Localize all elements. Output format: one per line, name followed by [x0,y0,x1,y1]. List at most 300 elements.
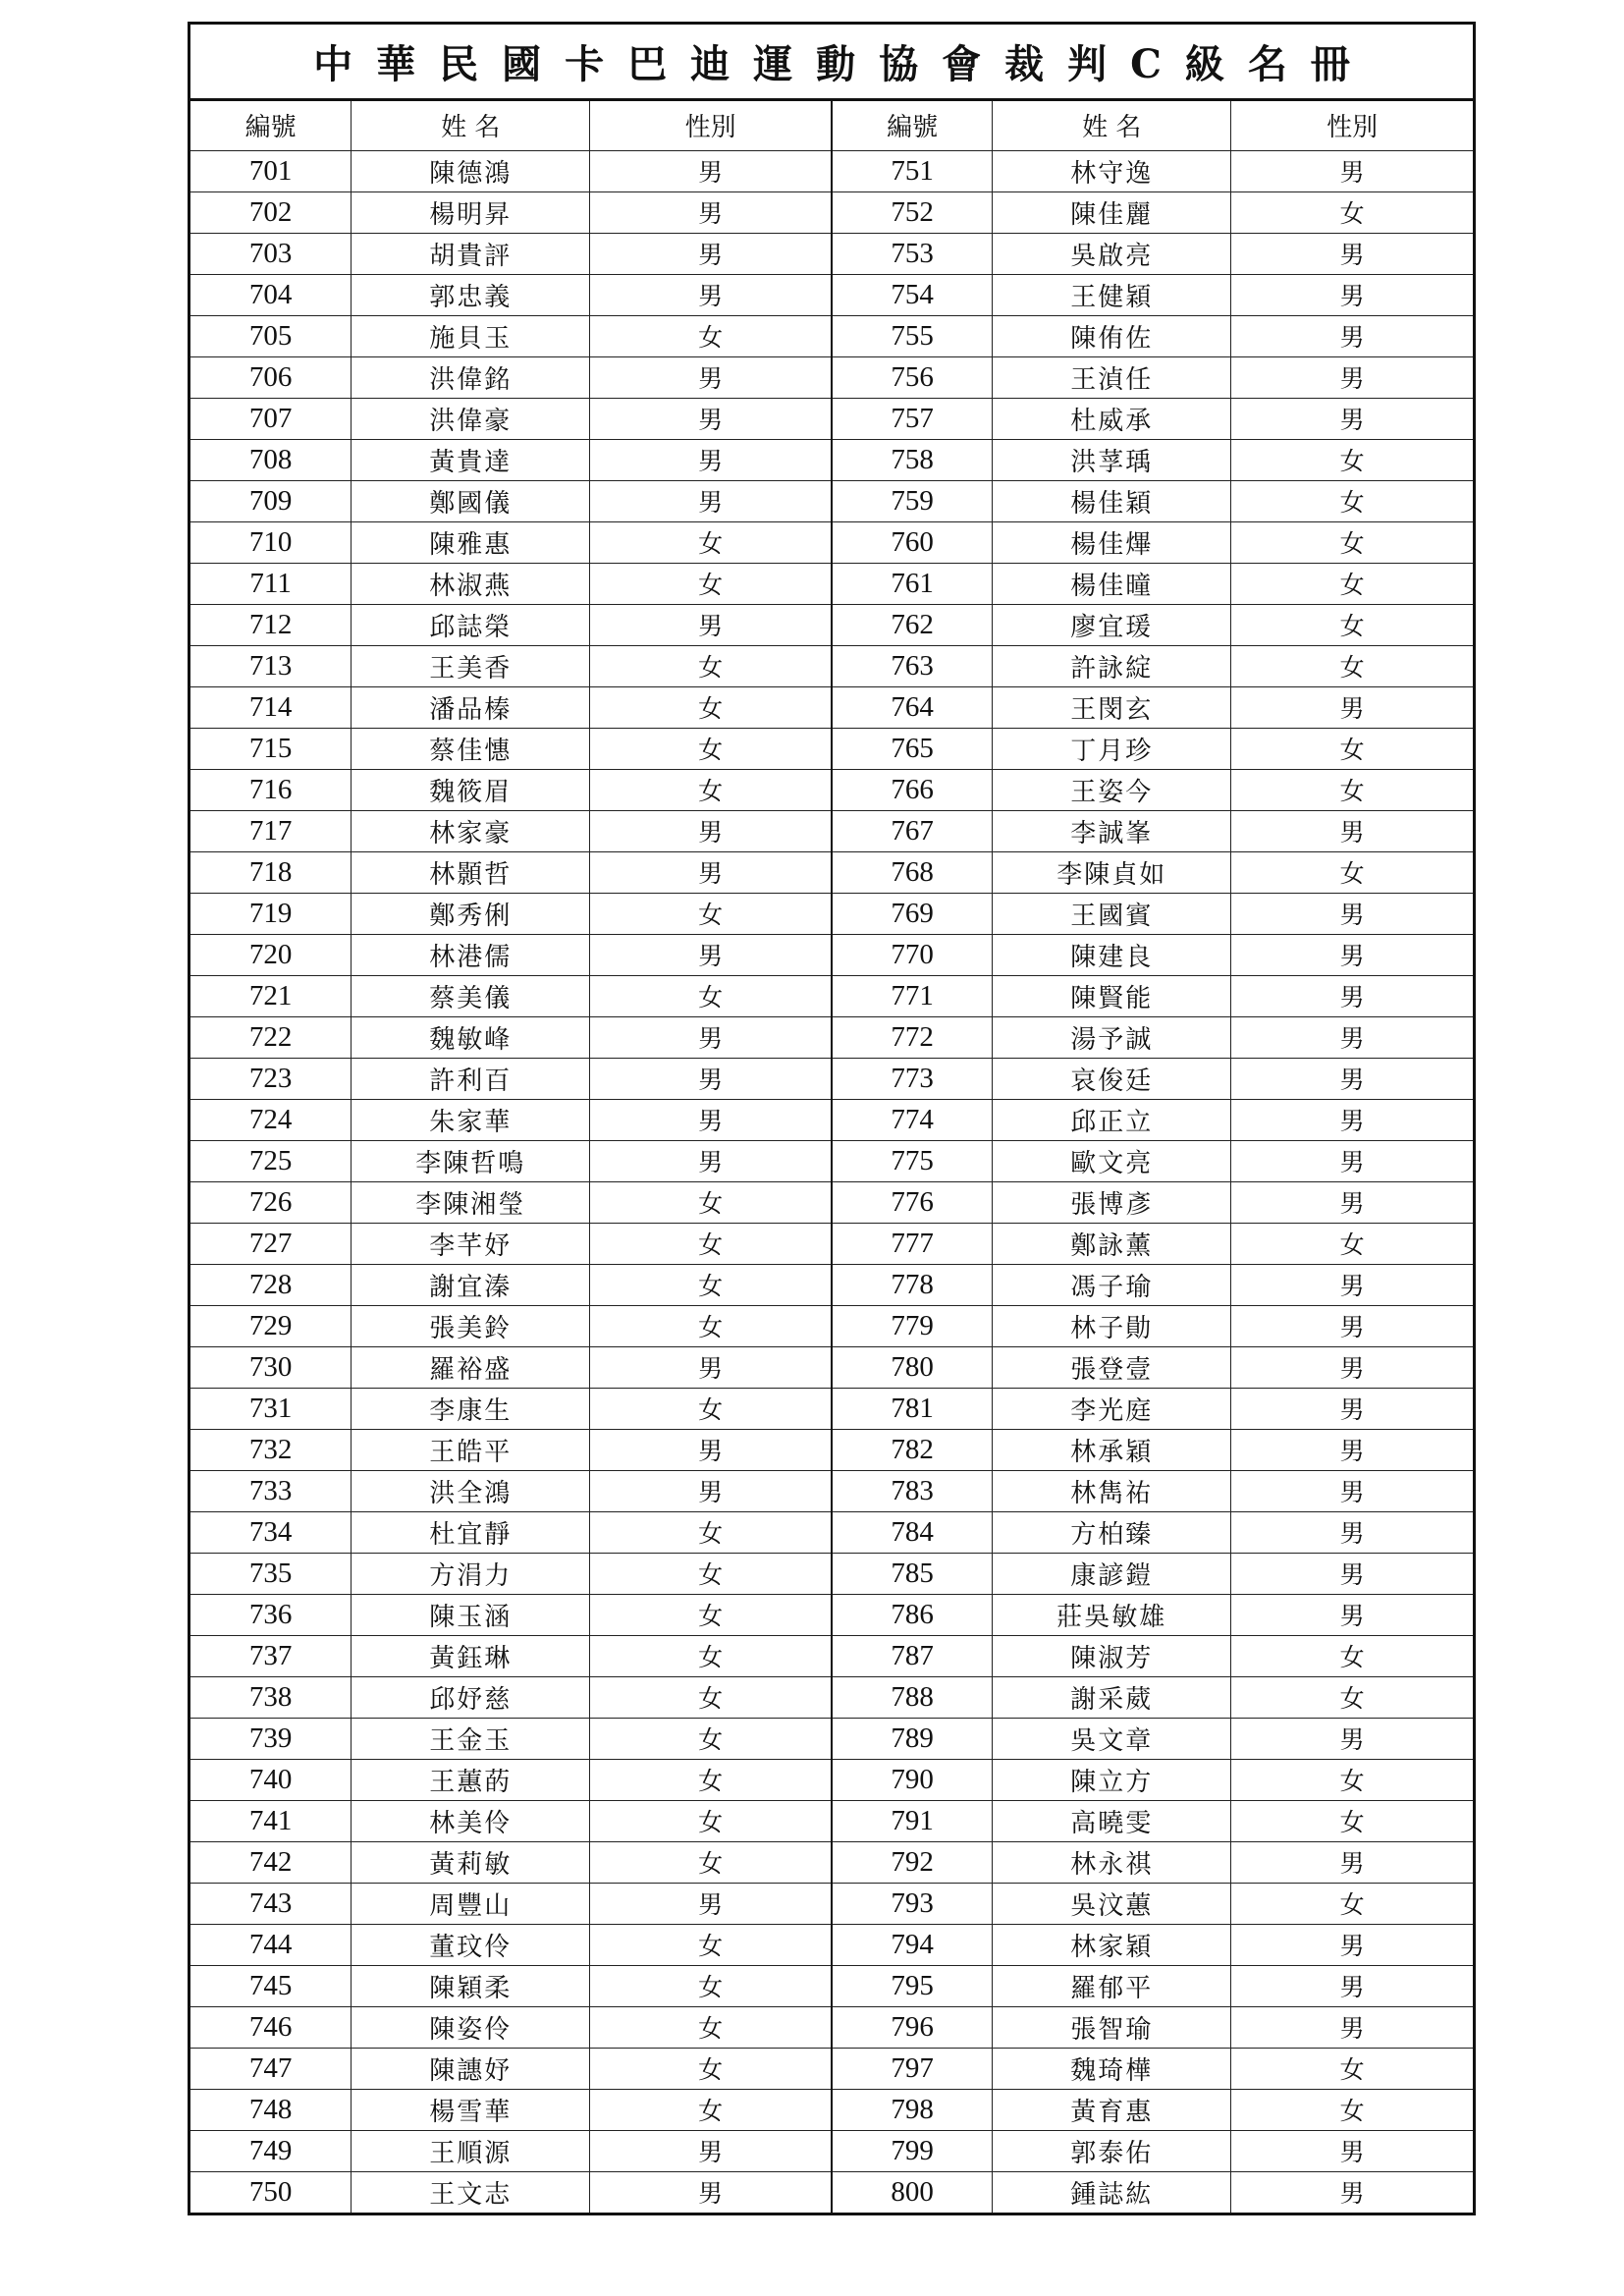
cell-number-left: 746 [190,2006,352,2048]
cell-name-left: 方涓力 [352,1553,590,1594]
table-row [190,1388,1473,1429]
cell-name-left: 鄭秀俐 [352,893,590,934]
cell-name-left: 洪偉豪 [352,398,590,439]
cell-gender-left: 男 [590,2171,832,2213]
table-row [190,1429,1473,1470]
cell-number-left: 733 [190,1470,352,1511]
cell-name-left: 李康生 [352,1388,590,1429]
cell-number-right: 787 [832,1635,993,1676]
cell-gender-right: 女 [1231,1800,1473,1841]
table-row [190,1553,1473,1594]
cell-gender-right: 女 [1231,563,1473,604]
cell-number-right: 780 [832,1346,993,1388]
cell-number-right: 786 [832,1594,993,1635]
cell-gender-left: 男 [590,1429,832,1470]
cell-name-right: 林家穎 [993,1924,1231,1965]
cell-gender-left: 男 [590,191,832,233]
cell-gender-left: 女 [590,1718,832,1759]
cell-gender-right: 女 [1231,191,1473,233]
cell-name-right: 陳建良 [993,934,1231,975]
cell-number-right: 794 [832,1924,993,1965]
cell-name-left: 洪全鴻 [352,1470,590,1511]
cell-gender-left: 女 [590,1553,832,1594]
cell-number-left: 713 [190,645,352,686]
cell-gender-left: 男 [590,398,832,439]
cell-number-right: 795 [832,1965,993,2006]
cell-gender-left: 女 [590,645,832,686]
table-row [190,2089,1473,2130]
cell-number-right: 765 [832,728,993,769]
cell-gender-left: 女 [590,1264,832,1305]
cell-gender-left: 女 [590,686,832,728]
cell-number-left: 726 [190,1181,352,1223]
cell-name-right: 歐文亮 [993,1140,1231,1181]
cell-number-right: 759 [832,480,993,521]
cell-name-right: 康諺鎧 [993,1553,1231,1594]
cell-gender-right: 男 [1231,1346,1473,1388]
cell-number-left: 705 [190,315,352,356]
cell-name-right: 湯予誠 [993,1016,1231,1058]
cell-name-right: 王姿今 [993,769,1231,810]
roster-body [190,150,1473,2213]
table-row [190,810,1473,851]
cell-gender-right: 男 [1231,1553,1473,1594]
cell-name-right: 楊佳穎 [993,480,1231,521]
table-row [190,315,1473,356]
table-row [190,1099,1473,1140]
cell-name-right: 哀俊廷 [993,1058,1231,1099]
cell-number-left: 734 [190,1511,352,1553]
table-row [190,150,1473,191]
cell-number-right: 797 [832,2048,993,2089]
cell-number-right: 785 [832,1553,993,1594]
table-row [190,1635,1473,1676]
cell-name-left: 李陳湘瑩 [352,1181,590,1223]
header-number-left: 編號 [190,101,352,150]
table-row [190,769,1473,810]
cell-number-right: 781 [832,1388,993,1429]
cell-gender-right: 女 [1231,645,1473,686]
cell-number-left: 740 [190,1759,352,1800]
cell-number-right: 768 [832,851,993,893]
cell-name-right: 楊佳熚 [993,521,1231,563]
cell-gender-left: 男 [590,356,832,398]
cell-gender-left: 男 [590,810,832,851]
cell-gender-left: 男 [590,1016,832,1058]
cell-name-left: 胡貴評 [352,233,590,274]
cell-name-right: 李光庭 [993,1388,1231,1429]
cell-name-right: 張登壹 [993,1346,1231,1388]
cell-gender-left: 男 [590,150,832,191]
cell-gender-left: 女 [590,1181,832,1223]
cell-gender-right: 男 [1231,150,1473,191]
cell-name-left: 楊雪華 [352,2089,590,2130]
cell-number-right: 774 [832,1099,993,1140]
cell-name-left: 周豐山 [352,1883,590,1924]
cell-gender-left: 男 [590,1099,832,1140]
cell-gender-right: 男 [1231,1099,1473,1140]
table-row [190,1924,1473,1965]
referee-roster [188,22,1476,2215]
cell-name-right: 羅郁平 [993,1965,1231,2006]
header-row [190,101,1473,150]
cell-gender-left: 男 [590,439,832,480]
cell-number-right: 783 [832,1470,993,1511]
cell-number-right: 800 [832,2171,993,2213]
cell-number-left: 729 [190,1305,352,1346]
table-row [190,1800,1473,1841]
cell-name-right: 王閔玄 [993,686,1231,728]
cell-number-right: 757 [832,398,993,439]
cell-gender-right: 女 [1231,1635,1473,1676]
cell-name-right: 謝采葳 [993,1676,1231,1718]
cell-gender-left: 男 [590,604,832,645]
cell-name-right: 許詠綻 [993,645,1231,686]
table-row [190,686,1473,728]
cell-number-left: 730 [190,1346,352,1388]
cell-number-right: 775 [832,1140,993,1181]
cell-name-left: 邱誌榮 [352,604,590,645]
cell-gender-left: 男 [590,1346,832,1388]
table-row [190,356,1473,398]
cell-name-left: 林家豪 [352,810,590,851]
cell-name-right: 吳啟亮 [993,233,1231,274]
cell-gender-right: 男 [1231,1429,1473,1470]
cell-gender-right: 女 [1231,439,1473,480]
cell-name-left: 魏筱眉 [352,769,590,810]
cell-gender-left: 男 [590,2130,832,2171]
header-gender-left: 性別 [590,101,832,150]
table-row [190,233,1473,274]
cell-gender-right: 男 [1231,1058,1473,1099]
cell-gender-left: 女 [590,563,832,604]
cell-number-right: 752 [832,191,993,233]
cell-gender-right: 男 [1231,810,1473,851]
cell-name-right: 丁月珍 [993,728,1231,769]
cell-gender-right: 男 [1231,1305,1473,1346]
cell-gender-left: 女 [590,1965,832,2006]
cell-gender-right: 男 [1231,2171,1473,2213]
cell-name-left: 李陳哲鳴 [352,1140,590,1181]
cell-name-right: 陳賢能 [993,975,1231,1016]
cell-number-right: 778 [832,1264,993,1305]
table-row [190,1470,1473,1511]
cell-name-left: 朱家華 [352,1099,590,1140]
cell-name-right: 陳侑佐 [993,315,1231,356]
cell-number-left: 718 [190,851,352,893]
cell-number-right: 779 [832,1305,993,1346]
cell-name-right: 楊佳曈 [993,563,1231,604]
cell-number-left: 721 [190,975,352,1016]
title-bar [190,25,1473,101]
cell-name-left: 施貝玉 [352,315,590,356]
cell-gender-right: 女 [1231,851,1473,893]
cell-number-left: 736 [190,1594,352,1635]
cell-name-right: 林雋祐 [993,1470,1231,1511]
cell-name-right: 郭泰佑 [993,2130,1231,2171]
cell-number-right: 788 [832,1676,993,1718]
cell-gender-left: 女 [590,1676,832,1718]
cell-gender-right: 男 [1231,315,1473,356]
cell-number-left: 711 [190,563,352,604]
cell-name-right: 李陳貞如 [993,851,1231,893]
table-row [190,645,1473,686]
table-row [190,2171,1473,2213]
table-row [190,191,1473,233]
cell-number-left: 717 [190,810,352,851]
cell-name-left: 潘品榛 [352,686,590,728]
cell-number-left: 727 [190,1223,352,1264]
cell-number-left: 745 [190,1965,352,2006]
cell-name-right: 王國賓 [993,893,1231,934]
cell-name-left: 陳姿伶 [352,2006,590,2048]
cell-gender-right: 男 [1231,1264,1473,1305]
table-row [190,563,1473,604]
cell-gender-left: 女 [590,1924,832,1965]
cell-name-left: 林美伶 [352,1800,590,1841]
cell-gender-left: 男 [590,1883,832,1924]
table-row [190,2130,1473,2171]
cell-name-left: 黃貴達 [352,439,590,480]
table-row [190,1676,1473,1718]
cell-gender-right: 女 [1231,1883,1473,1924]
cell-number-right: 754 [832,274,993,315]
cell-name-left: 陳雅惠 [352,521,590,563]
cell-gender-right: 男 [1231,1841,1473,1883]
cell-number-left: 722 [190,1016,352,1058]
cell-name-right: 高曉雯 [993,1800,1231,1841]
cell-name-left: 林顥哲 [352,851,590,893]
cell-gender-left: 女 [590,1511,832,1553]
cell-gender-left: 男 [590,274,832,315]
cell-number-left: 707 [190,398,352,439]
cell-name-right: 方柏臻 [993,1511,1231,1553]
cell-gender-left: 男 [590,1058,832,1099]
cell-name-left: 陳譓妤 [352,2048,590,2089]
cell-number-left: 720 [190,934,352,975]
cell-number-left: 704 [190,274,352,315]
cell-number-right: 798 [832,2089,993,2130]
table-row [190,1965,1473,2006]
cell-number-left: 724 [190,1099,352,1140]
cell-number-right: 751 [832,150,993,191]
table-row [190,274,1473,315]
cell-gender-left: 女 [590,1800,832,1841]
cell-name-left: 蔡佳憓 [352,728,590,769]
cell-name-right: 林承穎 [993,1429,1231,1470]
cell-number-right: 791 [832,1800,993,1841]
cell-name-right: 陳立方 [993,1759,1231,1800]
cell-name-right: 林永祺 [993,1841,1231,1883]
cell-name-right: 馮子瑜 [993,1264,1231,1305]
cell-number-right: 792 [832,1841,993,1883]
cell-name-left: 李芊妤 [352,1223,590,1264]
cell-name-right: 李誠峯 [993,810,1231,851]
table-row [190,1140,1473,1181]
cell-name-left: 王皓平 [352,1429,590,1470]
cell-number-right: 793 [832,1883,993,1924]
table-row [190,604,1473,645]
cell-name-left: 王金玉 [352,1718,590,1759]
header-name-left: 姓 名 [352,101,590,150]
cell-number-left: 725 [190,1140,352,1181]
cell-number-left: 747 [190,2048,352,2089]
cell-name-right: 莊吳敏雄 [993,1594,1231,1635]
cell-gender-right: 女 [1231,728,1473,769]
cell-name-right: 王湞任 [993,356,1231,398]
cell-number-right: 760 [832,521,993,563]
cell-name-right: 洪莩瑀 [993,439,1231,480]
cell-name-right: 張博彥 [993,1181,1231,1223]
cell-gender-right: 男 [1231,2006,1473,2048]
cell-number-right: 790 [832,1759,993,1800]
cell-name-left: 林淑燕 [352,563,590,604]
cell-gender-right: 男 [1231,686,1473,728]
cell-gender-left: 男 [590,233,832,274]
cell-gender-left: 女 [590,769,832,810]
cell-number-right: 773 [832,1058,993,1099]
cell-name-left: 郭忠義 [352,274,590,315]
cell-name-left: 王美香 [352,645,590,686]
table-row [190,728,1473,769]
cell-number-right: 756 [832,356,993,398]
cell-number-right: 789 [832,1718,993,1759]
cell-name-left: 謝宜溱 [352,1264,590,1305]
cell-number-left: 710 [190,521,352,563]
cell-gender-left: 女 [590,2089,832,2130]
cell-number-left: 703 [190,233,352,274]
cell-gender-right: 男 [1231,1718,1473,1759]
cell-gender-left: 女 [590,1223,832,1264]
cell-gender-left: 女 [590,1388,832,1429]
cell-name-right: 邱正立 [993,1099,1231,1140]
table-row [190,2048,1473,2089]
cell-gender-right: 男 [1231,1140,1473,1181]
cell-name-right: 吳汶蕙 [993,1883,1231,1924]
cell-number-left: 737 [190,1635,352,1676]
cell-gender-left: 女 [590,1305,832,1346]
cell-number-left: 732 [190,1429,352,1470]
header-gender-right: 性別 [1231,101,1473,150]
cell-name-left: 羅裕盛 [352,1346,590,1388]
cell-name-left: 王蕙菂 [352,1759,590,1800]
cell-gender-left: 女 [590,2048,832,2089]
table-row [190,1346,1473,1388]
table-row [190,893,1473,934]
cell-gender-right: 女 [1231,1223,1473,1264]
table-row [190,1718,1473,1759]
cell-gender-right: 男 [1231,274,1473,315]
cell-number-right: 796 [832,2006,993,2048]
cell-number-right: 762 [832,604,993,645]
cell-gender-left: 女 [590,1841,832,1883]
cell-gender-right: 男 [1231,893,1473,934]
table-row [190,1181,1473,1223]
cell-number-right: 772 [832,1016,993,1058]
cell-number-right: 799 [832,2130,993,2171]
cell-name-right: 王健穎 [993,274,1231,315]
cell-number-left: 701 [190,150,352,191]
cell-gender-right: 女 [1231,480,1473,521]
cell-name-right: 鍾誌紘 [993,2171,1231,2213]
cell-number-left: 735 [190,1553,352,1594]
cell-name-left: 王文志 [352,2171,590,2213]
cell-number-left: 714 [190,686,352,728]
cell-name-left: 董玟伶 [352,1924,590,1965]
cell-name-right: 陳佳麗 [993,191,1231,233]
cell-name-right: 林子勛 [993,1305,1231,1346]
cell-gender-right: 男 [1231,233,1473,274]
table-row [190,934,1473,975]
cell-number-left: 749 [190,2130,352,2171]
cell-gender-right: 男 [1231,975,1473,1016]
cell-gender-left: 女 [590,1594,832,1635]
cell-gender-left: 女 [590,893,832,934]
cell-number-left: 702 [190,191,352,233]
cell-number-right: 776 [832,1181,993,1223]
table-row [190,975,1473,1016]
cell-gender-right: 男 [1231,398,1473,439]
table-row [190,1264,1473,1305]
cell-number-left: 708 [190,439,352,480]
cell-number-right: 764 [832,686,993,728]
roster-table [190,101,1473,2213]
cell-gender-right: 女 [1231,2048,1473,2089]
table-row [190,398,1473,439]
table-row [190,439,1473,480]
cell-gender-right: 女 [1231,1676,1473,1718]
cell-name-left: 陳玉涵 [352,1594,590,1635]
table-row [190,1594,1473,1635]
cell-number-right: 763 [832,645,993,686]
table-row [190,1058,1473,1099]
cell-name-left: 黃鈺琳 [352,1635,590,1676]
cell-number-left: 741 [190,1800,352,1841]
cell-name-right: 廖宜瑗 [993,604,1231,645]
cell-gender-right: 女 [1231,1759,1473,1800]
table-row [190,1883,1473,1924]
cell-name-left: 張美鈴 [352,1305,590,1346]
cell-number-right: 771 [832,975,993,1016]
cell-number-left: 715 [190,728,352,769]
cell-gender-left: 男 [590,934,832,975]
cell-number-left: 719 [190,893,352,934]
cell-name-left: 許利百 [352,1058,590,1099]
cell-name-left: 洪偉銘 [352,356,590,398]
cell-gender-left: 女 [590,728,832,769]
table-row [190,1223,1473,1264]
cell-gender-left: 男 [590,480,832,521]
header-number-right: 編號 [832,101,993,150]
cell-name-right: 魏琦樺 [993,2048,1231,2089]
table-row [190,2006,1473,2048]
cell-number-left: 712 [190,604,352,645]
cell-gender-right: 男 [1231,1470,1473,1511]
cell-name-right: 黃育惠 [993,2089,1231,2130]
cell-number-left: 743 [190,1883,352,1924]
cell-gender-right: 女 [1231,2089,1473,2130]
cell-gender-right: 男 [1231,1016,1473,1058]
cell-name-left: 魏敏峰 [352,1016,590,1058]
cell-name-right: 吳文章 [993,1718,1231,1759]
cell-number-left: 750 [190,2171,352,2213]
cell-name-left: 陳德鴻 [352,150,590,191]
cell-name-right: 陳淑芳 [993,1635,1231,1676]
cell-name-right: 林守逸 [993,150,1231,191]
cell-name-left: 黃莉敏 [352,1841,590,1883]
table-row [190,1841,1473,1883]
cell-gender-right: 男 [1231,1388,1473,1429]
